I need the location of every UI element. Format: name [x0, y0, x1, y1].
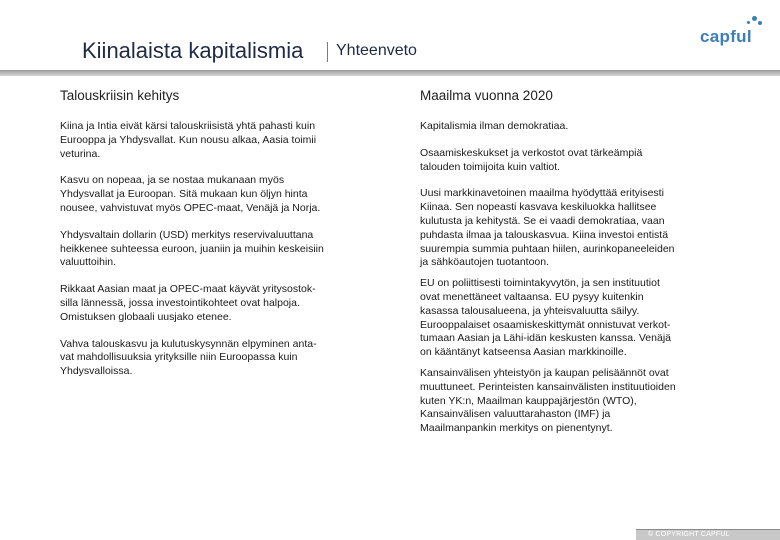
left-column-heading: Talouskriisin kehitys [60, 88, 180, 103]
right-paragraph: Kansainvälisen yhteistyön ja kaupan pelisäännöt ovat muuttuneet. Perinteisten kansainvälisten instituutioiden kuten YK:n, Maailman kauppajärjestön (WTO), Kansainvälisen valuuttarahaston (IMF) ja Maailmanpankin merkitys on pienentynyt. [420, 366, 676, 435]
left-paragraph: Kiina ja Intia eivät kärsi talouskriisistä yhtä pahasti kuin Eurooppa ja Yhdysvallat. Kun nousu alkaa, Aasia toimii veturina. [60, 120, 317, 160]
right-paragraph: Osaamiskeskukset ja verkostot ovat tärkeämpiä talouden toimijoita kuin valtiot. [420, 146, 643, 173]
logo-dot-icon [758, 21, 762, 25]
logo-dot-icon [747, 21, 750, 24]
right-paragraph: Uusi markkinavetoinen maailma hyödyttää erityisesti Kiinaa. Sen nopeasti kasvava keskiluokka hallitsee kulutusta ja kehitystä. Se ei vaadi demokratiaa, vaan puhdasta ilmaa ja talouskasvua. Kiina investoi entistä suurempia summia puhtaan hiilen, aurinkopaneeleiden ja sähköautojen tuotantoon. [420, 187, 675, 269]
left-paragraph: Yhdysvaltain dollarin (USD) merkitys reservivaluuttana heikkenee suhteessa euroon, juaniin ja muihin keskeisiin valuuttoihin. [60, 228, 324, 269]
logo-text: capful [700, 27, 752, 46]
slide-title: Kiinalaista kapitalismia [82, 38, 304, 63]
slide-header [0, 0, 780, 78]
header-rule [0, 70, 780, 76]
right-column-heading: Maailma vuonna 2020 [420, 88, 553, 103]
left-paragraph: Vahva talouskasvu ja kulutuskysynnän elpyminen anta- vat mahdollisuuksia yrityksille niin Euroopassa kuin Yhdysvalloissa. [60, 337, 317, 378]
capful-logo [700, 14, 772, 50]
right-paragraph: Kapitalismia ilman demokratiaa. [420, 120, 569, 132]
logo-dot-icon [752, 16, 757, 21]
footer-copyright: © COPYRIGHT CAPFUL [648, 531, 730, 538]
left-paragraph: Rikkaat Aasian maat ja OPEC-maat käyvät yritysostok- silla lännessä, jossa investointikohteet ovat halpoja. Omistuksen globaali uusjako etenee. [60, 283, 316, 323]
left-column [60, 88, 395, 392]
slide-subtitle: Yhteenveto [336, 42, 417, 59]
left-paragraph: Kasvu on nopeaa, ja se nostaa mukanaan myös Yhdysvallat ja Euroopan. Sitä mukaan kun öljyn hinta nousee, vahvistuvat myös OPEC-maat, Venäjä ja Norja. [60, 174, 321, 214]
title-separator [327, 42, 328, 62]
right-column [420, 88, 720, 449]
right-paragraph: EU on poliittisesti toimintakyvytön, ja sen instituutiot ovat menettäneet valtaansa. EU pysyy kuitenkin kasassa talousalueena, ja yhteisvaluutta säilyy. Eurooppalaiset osaamiskeskittymät onnistuvat verkot- tumaan Aasian ja Lähi-idän keskusten kanssa. Venäjä on kääntänyt katseensa Aasian markkinoille. [420, 277, 672, 359]
